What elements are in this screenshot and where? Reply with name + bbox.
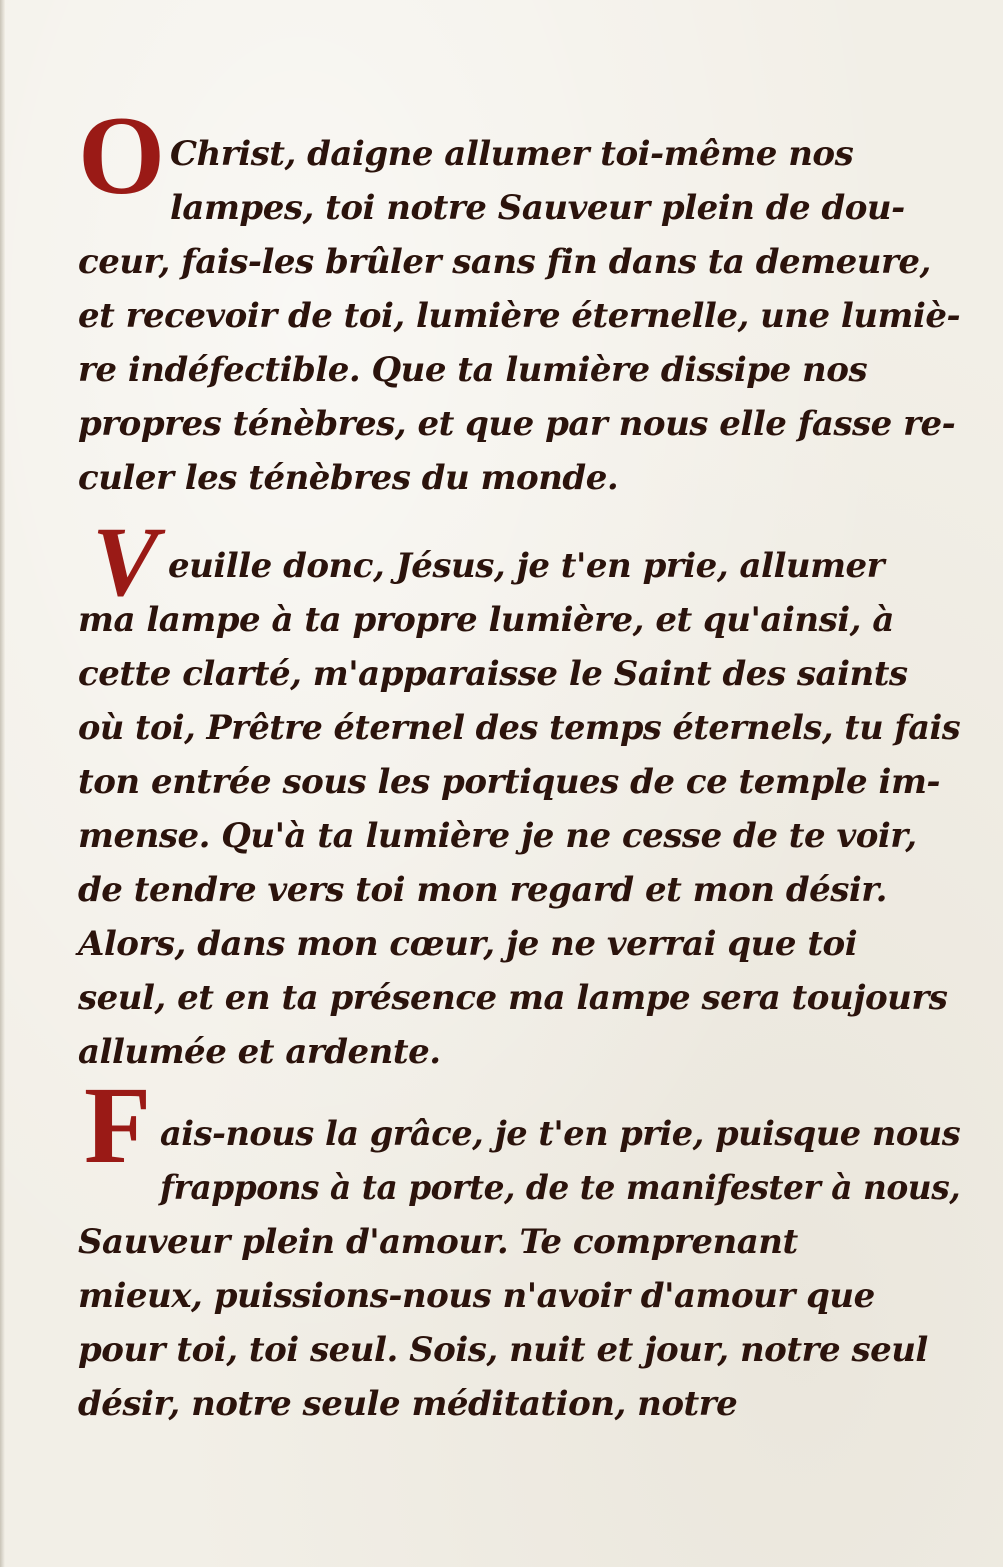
text-line: frappons à ta porte, de te manifester à nous, [160,1168,961,1208]
text-line: seul, et en ta présence ma lampe sera toujours [78,978,948,1018]
text-line: ceur, fais-les brûler sans fin dans ta demeure, [78,242,931,282]
drop-cap-v: V [92,506,159,617]
text-line: et recevoir de toi, lumière éternelle, une lumiè- [78,296,961,336]
text-line: culer les ténèbres du monde. [78,458,619,498]
page-edge [0,0,5,1567]
text-line: ma lampe à ta propre lumière, et qu'ainsi, à [78,600,894,640]
text-line: propres ténèbres, et que par nous elle fasse re- [78,404,956,444]
text-line: re indéfectible. Que ta lumière dissipe nos [78,350,868,390]
text-line: allumée et ardente. [78,1032,441,1072]
text-line: de tendre vers toi mon regard et mon désir. [78,870,887,910]
text-line: où toi, Prêtre éternel des temps éternels, tu fais [78,708,961,748]
text-line: mense. Qu'à ta lumière je ne cesse de te voir, [78,816,917,856]
text-line: cette clarté, m'apparaisse le Saint des saints [78,654,908,694]
drop-cap-f: F [84,1064,152,1186]
text-line: Alors, dans mon cœur, je ne verrai que toi [78,924,858,964]
text-line: ais-nous la grâce, je t'en prie, puisque nous [160,1114,961,1154]
text-line: désir, notre seule méditation, notre [78,1384,738,1424]
text-line: Sauveur plein d'amour. Te comprenant [78,1222,798,1262]
drop-cap-o: O [78,94,166,218]
text-line: mieux, puissions-nous n'avoir d'amour que [78,1276,875,1316]
text-line: Christ, daigne allumer toi-même nos [170,134,854,174]
text-line: pour toi, toi seul. Sois, nuit et jour, notre seul [78,1330,928,1370]
text-line: ton entrée sous les portiques de ce temple im- [78,762,941,802]
text-line: lampes, toi notre Sauveur plein de dou- [170,188,905,228]
text-line: euille donc, Jésus, je t'en prie, allumer [168,546,885,586]
